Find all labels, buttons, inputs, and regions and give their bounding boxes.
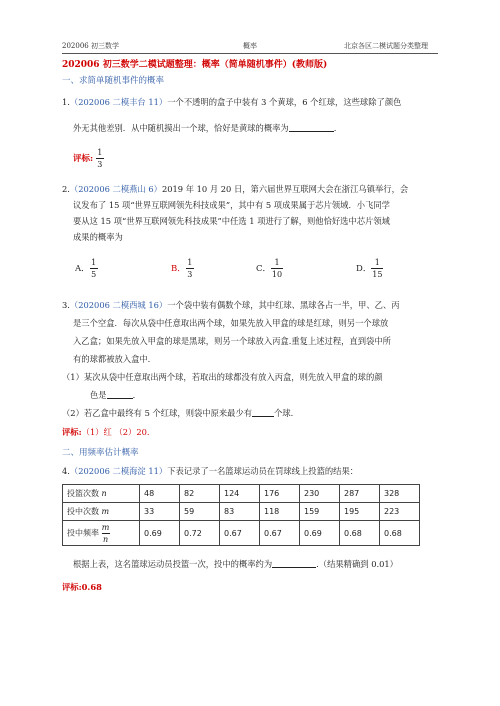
q3-sub1-blank xyxy=(107,389,133,399)
table-cell: 287 xyxy=(340,485,380,503)
table-cell: 82 xyxy=(180,485,220,503)
row2-var: m xyxy=(101,507,110,516)
q1-answer-label: 评标: xyxy=(73,154,94,164)
q2-option-a-label: A． xyxy=(75,264,90,274)
table-cell: 0.68 xyxy=(380,521,420,546)
q3-sub1b xyxy=(90,386,135,404)
q3-sub2-text: （2）若乙盒中最终有 5 个红球，则袋中原来最少有 xyxy=(62,408,253,418)
table-row-label xyxy=(63,521,140,546)
q2-option-c-label: C． xyxy=(256,264,272,274)
row3-num: m xyxy=(101,522,110,532)
q1-text2: 外无其他差别．从中随机摸出一个球，恰好是黄球的概率为 xyxy=(73,123,289,133)
q3-num: 3. xyxy=(62,300,70,310)
q2-option-d-num: 1 xyxy=(374,258,380,267)
q3-line2: 是三个空盒．每次从袋中任意取出两个球，如果先放入甲盒的球是红球，则另一个球放 xyxy=(73,318,389,328)
q4-num: 4. xyxy=(62,466,70,476)
q1-answer-den: 3 xyxy=(97,160,103,169)
q1-answer xyxy=(73,148,104,169)
q2-option-a-num: 1 xyxy=(91,258,97,267)
table-cell: 176 xyxy=(260,485,300,503)
q2-option-b-fraction xyxy=(186,258,194,279)
row3-den: n xyxy=(102,534,109,544)
q2-source: （202006 二模燕山 6） xyxy=(69,184,162,194)
q3-sub1b-end: . xyxy=(132,390,136,400)
q2-option-d xyxy=(356,258,383,279)
q2-option-b-label: B． xyxy=(171,264,186,274)
table-cell: 33 xyxy=(140,503,180,521)
q2-option-d-label: D． xyxy=(356,264,372,274)
q3-answer xyxy=(62,426,150,438)
table-cell: 48 xyxy=(140,485,180,503)
table-cell: 118 xyxy=(260,503,300,521)
q1-answer-num: 1 xyxy=(97,148,103,157)
row3-fraction xyxy=(102,523,110,544)
table-cell: 230 xyxy=(300,485,340,503)
q3-line3: 入乙盒；如果先放入甲盒的球是黑球，则另一个球放入丙盒.重复上述过程，直到袋中所 xyxy=(73,336,391,346)
table-cell: 195 xyxy=(340,503,380,521)
table-cell: 83 xyxy=(220,503,260,521)
q3-sub1a: （1）某次从袋中任意取出两个球，若取出的球都没有放入丙盒，则先放入甲盒的球的颜 xyxy=(62,372,383,382)
q3-sub2-blank xyxy=(252,407,274,417)
table-cell: 0.72 xyxy=(180,521,220,546)
row2-label: 投中次数 xyxy=(67,507,99,516)
q1-num: 1. xyxy=(62,97,70,107)
header-center: 概率 xyxy=(243,42,257,50)
row1-var: n xyxy=(101,489,107,498)
q3-sub2 xyxy=(62,404,293,422)
header-right: 北京各区二模试题分类整理 xyxy=(344,42,428,50)
q2-num: 2. xyxy=(62,184,70,194)
row3-label: 投中频率 xyxy=(67,528,99,537)
q4-after-end: .（结果精确到 0.01） xyxy=(316,559,398,569)
q4-text1: 下表记录了一名篮球运动员在罚球线上投篮的结果： xyxy=(167,466,359,476)
row1-label: 投篮次数 xyxy=(67,489,99,498)
document-title: 202006 初三数学二模试题整理：概率（简单随机事件）(教师版) xyxy=(62,60,328,70)
section1-heading: 一、求简单随机事件的概率 xyxy=(62,76,165,86)
table-cell: 0.68 xyxy=(340,521,380,546)
section2-heading: 二、用频率估计概率 xyxy=(62,448,139,458)
q2-option-d-den: 15 xyxy=(372,270,383,279)
q2-line4: 成果的概率为 xyxy=(73,232,123,242)
table-cell: 0.69 xyxy=(140,521,180,546)
table-row xyxy=(63,485,420,503)
q2-option-d-fraction xyxy=(371,258,383,279)
header-left: 202006 初三数学 xyxy=(62,42,119,50)
q2-option-a xyxy=(75,258,98,279)
q3-line4: 有的球都被放入盒中. xyxy=(73,354,151,364)
q2-option-b xyxy=(171,258,194,279)
q4-source: （202006 二模海淀 11） xyxy=(69,466,168,476)
q3-sub2-end: 个球. xyxy=(274,408,294,418)
q4-after xyxy=(73,555,398,573)
table-cell: 159 xyxy=(300,503,340,521)
q3-source: （202006 二模西城 16） xyxy=(69,300,168,310)
table-row-label xyxy=(63,503,140,521)
table-row xyxy=(63,503,420,521)
q3-text1: 一个袋中装有偶数个球，其中红球、黑球各占一半，甲、乙、丙 xyxy=(167,300,400,310)
q4-answer: 评标:0.68 xyxy=(62,582,102,592)
table-cell: 124 xyxy=(220,485,260,503)
q3-sub1b-text: 色是 xyxy=(90,390,107,400)
q2-option-a-den: 5 xyxy=(91,270,97,279)
q3-answer-text: （1）红 （2）20. xyxy=(81,427,150,437)
q2-option-b-num: 1 xyxy=(187,258,193,267)
q2-option-c xyxy=(256,258,283,279)
table-cell: 0.67 xyxy=(260,521,300,546)
q1-source: （202006 二模丰台 11） xyxy=(69,97,168,107)
table-cell: 59 xyxy=(180,503,220,521)
shooting-table xyxy=(62,484,420,546)
table-cell: 0.67 xyxy=(220,521,260,546)
q4-after-text: 根据上表，这名篮球运动员投篮一次，投中的概率约为 xyxy=(73,559,273,569)
q1-text2-end: . xyxy=(333,123,337,133)
table-cell: 223 xyxy=(380,503,420,521)
q4-line1 xyxy=(62,462,358,480)
q3-answer-label: 评标: xyxy=(62,427,82,437)
q3-line1 xyxy=(62,296,400,314)
q1-answer-blank xyxy=(289,122,334,132)
q1-text1: 一个不透明的盒子中装有 3 个黄球，6 个红球，这些球除了颜色 xyxy=(167,97,402,107)
table-row xyxy=(63,521,420,546)
q2-line3: 要从这 15 项“世界互联网领先科技成果”中任选 1 项进行了解，则他恰好选中芯片领域 xyxy=(73,216,390,226)
q2-option-c-num: 1 xyxy=(274,258,280,267)
table-cell: 0.69 xyxy=(300,521,340,546)
q1-line2 xyxy=(73,119,336,137)
header-divider xyxy=(62,53,438,54)
q2-text1: 2019 年 10 月 20 日，第六届世界互联网大会在浙江乌镇举行，会 xyxy=(161,184,409,194)
table-row-label xyxy=(63,485,140,503)
q2-option-c-den: 10 xyxy=(271,270,283,279)
q1-line1 xyxy=(62,93,401,111)
q2-option-b-den: 3 xyxy=(187,270,193,279)
q2-option-a-fraction xyxy=(90,258,98,279)
q4-answer-blank xyxy=(272,558,316,568)
q1-answer-fraction xyxy=(96,148,104,169)
q2-option-c-fraction xyxy=(271,258,283,279)
q2-line2: 议发布了 15 项“世界互联网领先科技成果”，其中有 5 项成果属于芯片领域．小飞同学 xyxy=(73,200,390,210)
table-cell: 328 xyxy=(380,485,420,503)
